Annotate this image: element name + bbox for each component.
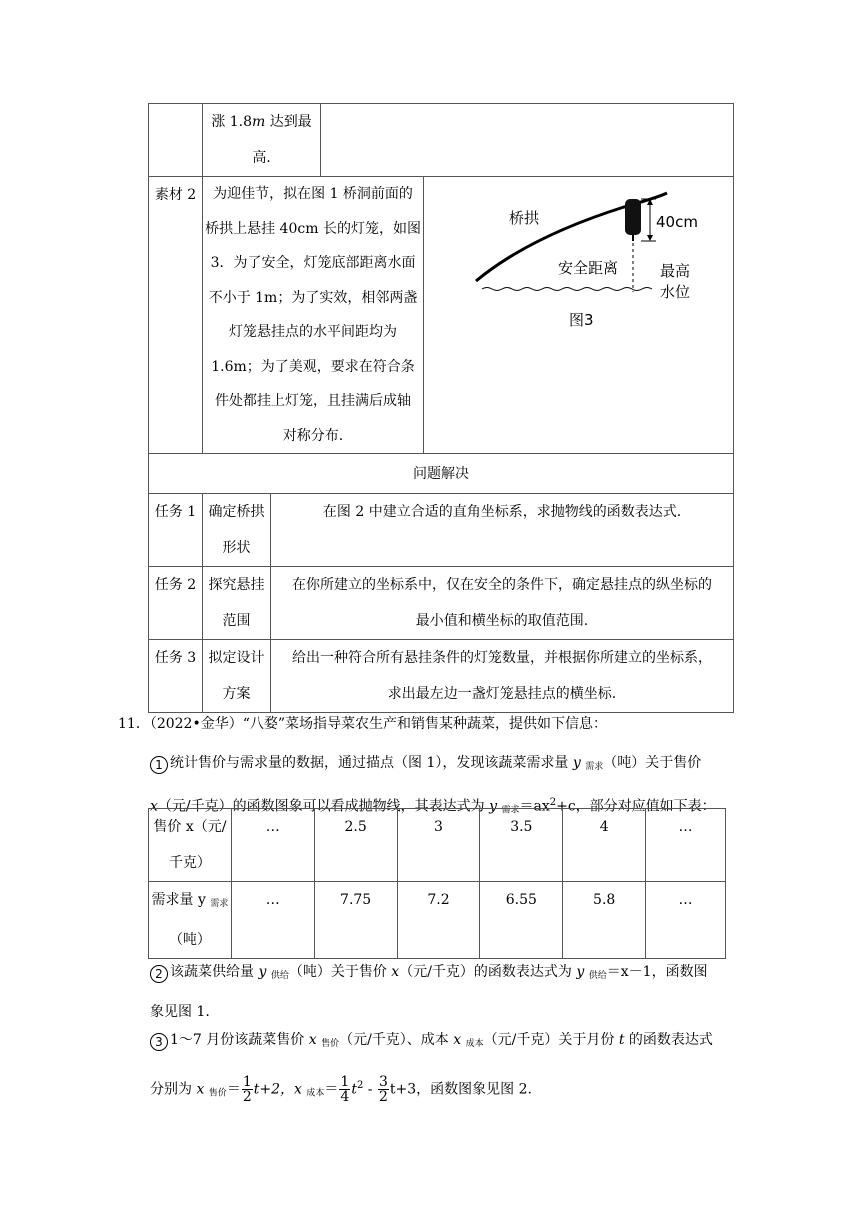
demand-cell: 5.8: [563, 882, 646, 959]
demand-cell: 7.2: [397, 882, 480, 959]
price-cell: …: [231, 809, 314, 882]
length-label: 40cm: [656, 213, 698, 231]
task3-name: 拟定设计 方案: [203, 640, 271, 713]
question-11-title: 11．（2022•金华）“八婺”菜场指导菜农生产和销售某种蔬菜，提供如下信息：: [118, 716, 608, 732]
task3-desc: 给出一种符合所有悬挂条件的灯笼数量，并根据你所建立的坐标系， 求出最左边一盏灯笼悬挂点的横坐标.: [271, 640, 734, 713]
row1-label-empty: [149, 104, 203, 177]
demand-cell: …: [231, 882, 314, 959]
fraction-one-quarter: $\frac{1}{4}$: [340, 1074, 350, 1106]
figure3-cell: [424, 177, 734, 454]
task1-name: 确定桥拱 形状: [203, 494, 271, 567]
row1-empty: [321, 104, 734, 177]
material2-label: 素材 2: [149, 177, 203, 454]
figure3-caption: 图3: [569, 311, 594, 329]
q11-item3: 3 1～7 月份该蔬菜售价 x $_{售价}$（元/千克）、成本 x $_{成本}$（元/千克）关于月份 t 的函数表达式 分别为 x $_{售价}$＝ $\frac{1}{2}$ t+2，x $_{成本}$＝ $\frac{1}{4}$ $t^2$ - $\frac{3}{2}$ t+3，函数图象见图 2.: [150, 1032, 713, 1106]
safety-label: 安全距离: [558, 259, 619, 277]
water-wave: [482, 288, 652, 291]
row1-content: 涨 1.8m 达到最 高.: [203, 104, 321, 177]
task2-desc: 在你所建立的坐标系中，仅在安全的条件下，确定悬挂点的纵坐标的 最小值和横坐标的取值范围.: [271, 567, 734, 640]
figure3: [424, 177, 732, 453]
demand-header: 需求量 y $_{需求}$ （吨）: [149, 882, 232, 959]
price-demand-table: [148, 808, 726, 959]
price-cell: 3: [397, 809, 480, 882]
task2-label: 任务 2: [149, 567, 203, 640]
lantern: [625, 199, 641, 235]
q11-item1: 1 统计售价与需求量的数据，通过描点（图 1），发现该蔬菜需求量 y $_{需求}$（吨）关于售价 x（元/千克）的函数图象可以看成抛物线，其表达式为 y $_{需求}=ax^2+c$，部分对应值如下表：: [150, 755, 716, 816]
item1-number: 1: [150, 756, 168, 774]
arch-label: 桥拱: [509, 209, 540, 227]
fraction-one-half: $\frac{1}{2}$: [242, 1074, 252, 1106]
q11-item2: 2 该蔬菜供给量 y $_{供给}$（吨）关于售价 x（元/千克）的函数表达式为 y $_{供给}$＝x－1，函数图 象见图 1.: [150, 964, 708, 1020]
fraction-three-halves: $\frac{3}{2}$: [378, 1074, 388, 1106]
price-cell: 4: [563, 809, 646, 882]
task1-label: 任务 1: [149, 494, 203, 567]
price-cell: 2.5: [314, 809, 397, 882]
water-label-1: 最高: [660, 262, 691, 280]
material2-text: 为迎佳节，拟在图 1 桥洞前面的 桥拱上悬挂 40cm 长的灯笼，如图 3．为了安全，灯笼底部距离水面 不小于 1m；为了实效，相邻两盏 灯笼悬挂点的水平间距均为 1.6m；为了美观，要求在符合条 件处都挂上灯笼，且挂满后成轴 对称分布.: [203, 177, 424, 454]
task1-desc: 在图 2 中建立合适的直角坐标系，求抛物线的函数表达式.: [271, 494, 734, 567]
material-task-table: [148, 103, 734, 713]
price-header: 售价 x（元/ 千克）: [149, 809, 232, 882]
section-header: 问题解决: [149, 454, 734, 494]
task3-label: 任务 3: [149, 640, 203, 713]
water-label-2: 水位: [660, 283, 691, 301]
price-cell: …: [646, 809, 726, 882]
item2-number: 2: [150, 965, 168, 983]
task2-name: 探究悬挂 范围: [203, 567, 271, 640]
demand-cell: …: [646, 882, 726, 959]
demand-cell: 7.75: [314, 882, 397, 959]
demand-cell: 6.55: [480, 882, 563, 959]
item3-number: 3: [150, 1033, 168, 1051]
price-cell: 3.5: [480, 809, 563, 882]
